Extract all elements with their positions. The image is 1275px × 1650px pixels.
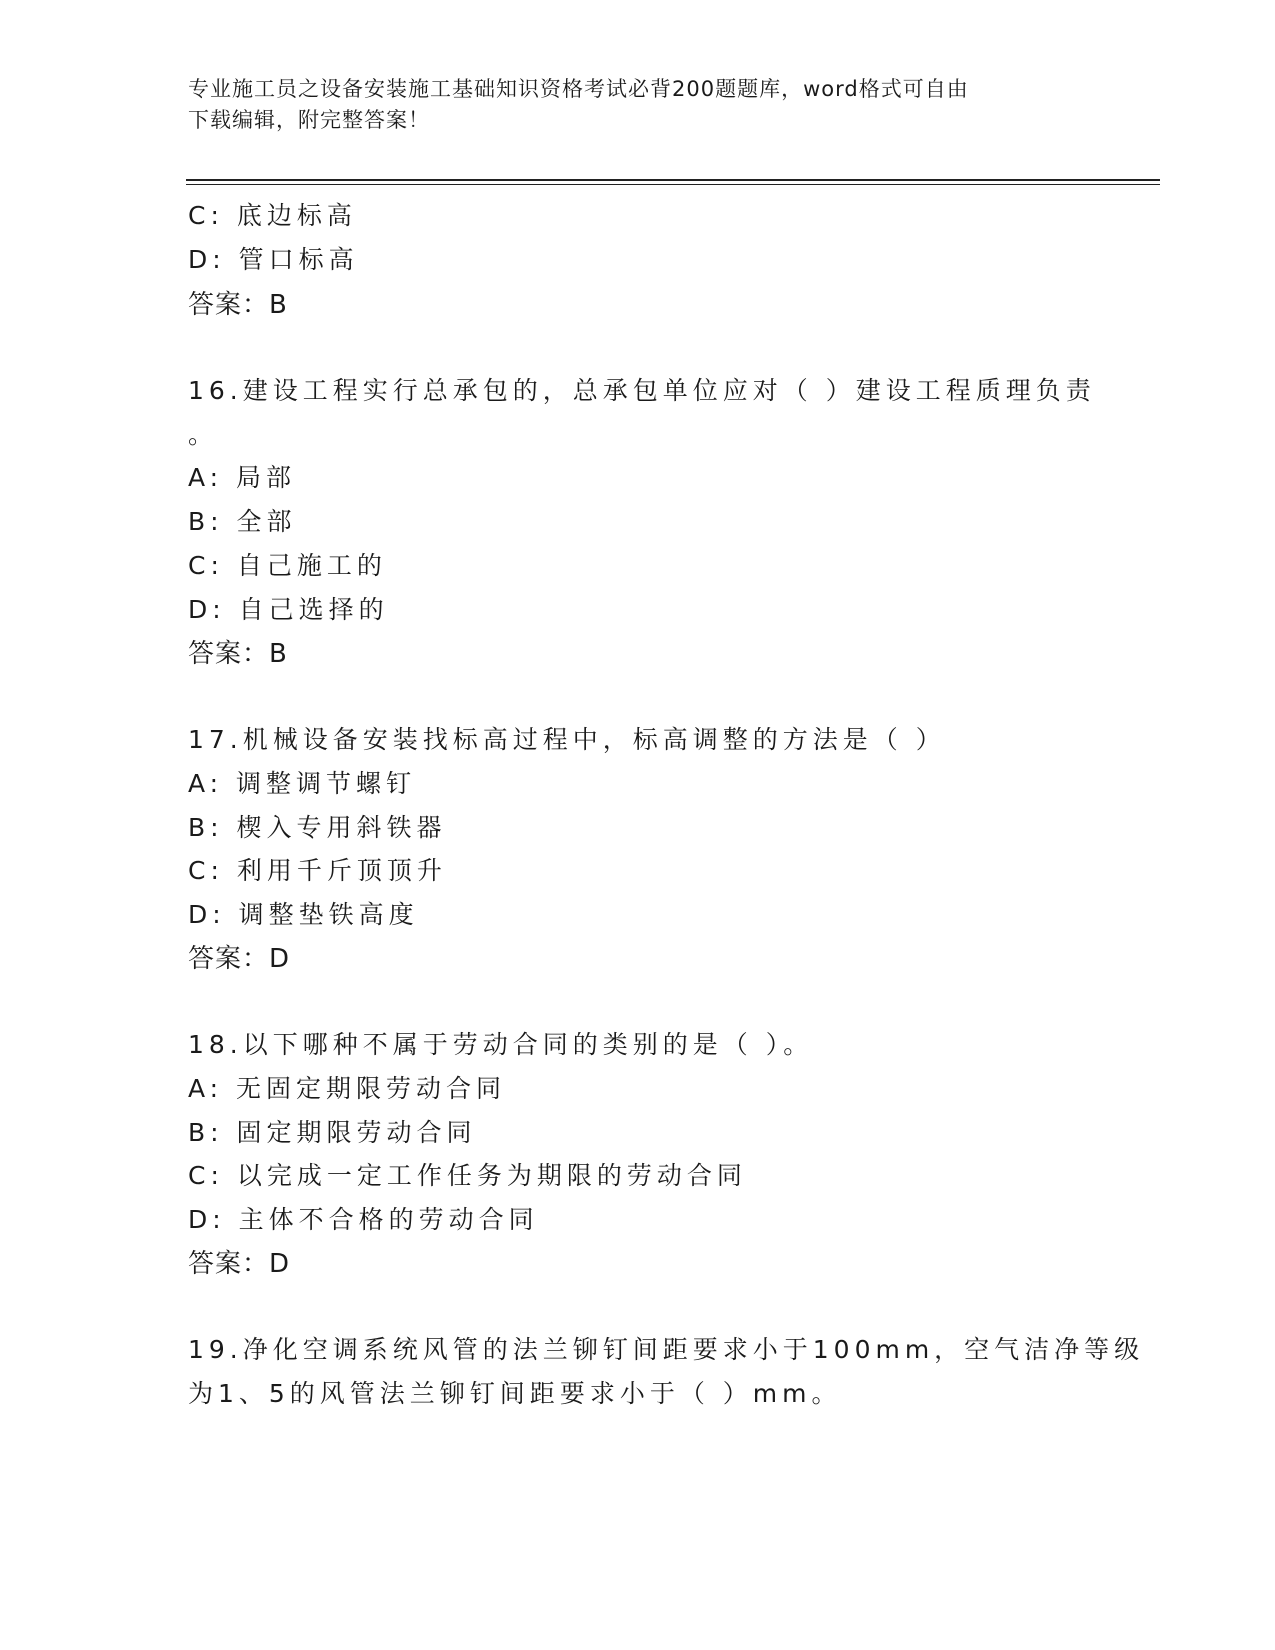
option-c: C: 利用千斤顶顶升 [188, 856, 447, 885]
header-divider-thin [186, 184, 1160, 185]
option-b: B: 固定期限劳动合同 [188, 1118, 477, 1147]
answer: 答案：D [188, 944, 291, 974]
option-c: C: 自己施工的 [188, 551, 387, 580]
question-stem: 16.建设工程实行总承包的，总承包单位应对（ ）建设工程质理负责 [188, 376, 1096, 405]
header-divider-thick [186, 179, 1160, 181]
option-b: B: 楔入专用斜铁器 [188, 813, 447, 842]
document-title-line-2: 下载编辑，附完整答案！ [188, 108, 430, 132]
option-b: B: 全部 [188, 507, 297, 536]
option-d: D: 调整垫铁高度 [188, 900, 419, 929]
document-title [188, 74, 1088, 136]
answer: 答案：B [188, 290, 288, 320]
option-d: D: 自己选择的 [188, 595, 389, 624]
answer: 答案：B [188, 639, 288, 669]
question-stem: 18.以下哪种不属于劳动合同的类别的是（ ）。 [188, 1030, 814, 1059]
option-d: D: 主体不合格的劳动合同 [188, 1205, 539, 1234]
option-a: A: 调整调节螺钉 [188, 769, 417, 798]
question-stem-continued: 。 [188, 420, 219, 449]
option-d: D: 管口标高 [188, 245, 359, 274]
document-title-line-1: 专业施工员之设备安装施工基础知识资格考试必背200题题库，word格式可自由 [188, 77, 969, 101]
option-c: C: 以完成一定工作任务为期限的劳动合同 [188, 1161, 747, 1190]
option-c: C: 底边标高 [188, 201, 357, 230]
option-a: A: 局部 [188, 463, 297, 492]
question-stem: 19.净化空调系统风管的法兰铆钉间距要求小于100mm，空气洁净等级 [188, 1335, 1145, 1364]
question-stem-continued: 为1、5的风管法兰铆钉间距要求小于（ ）mm。 [188, 1379, 842, 1408]
option-a: A: 无固定期限劳动合同 [188, 1074, 507, 1103]
answer: 答案：D [188, 1249, 291, 1279]
question-stem: 17.机械设备安装找标高过程中，标高调整的方法是（ ） [188, 725, 946, 754]
